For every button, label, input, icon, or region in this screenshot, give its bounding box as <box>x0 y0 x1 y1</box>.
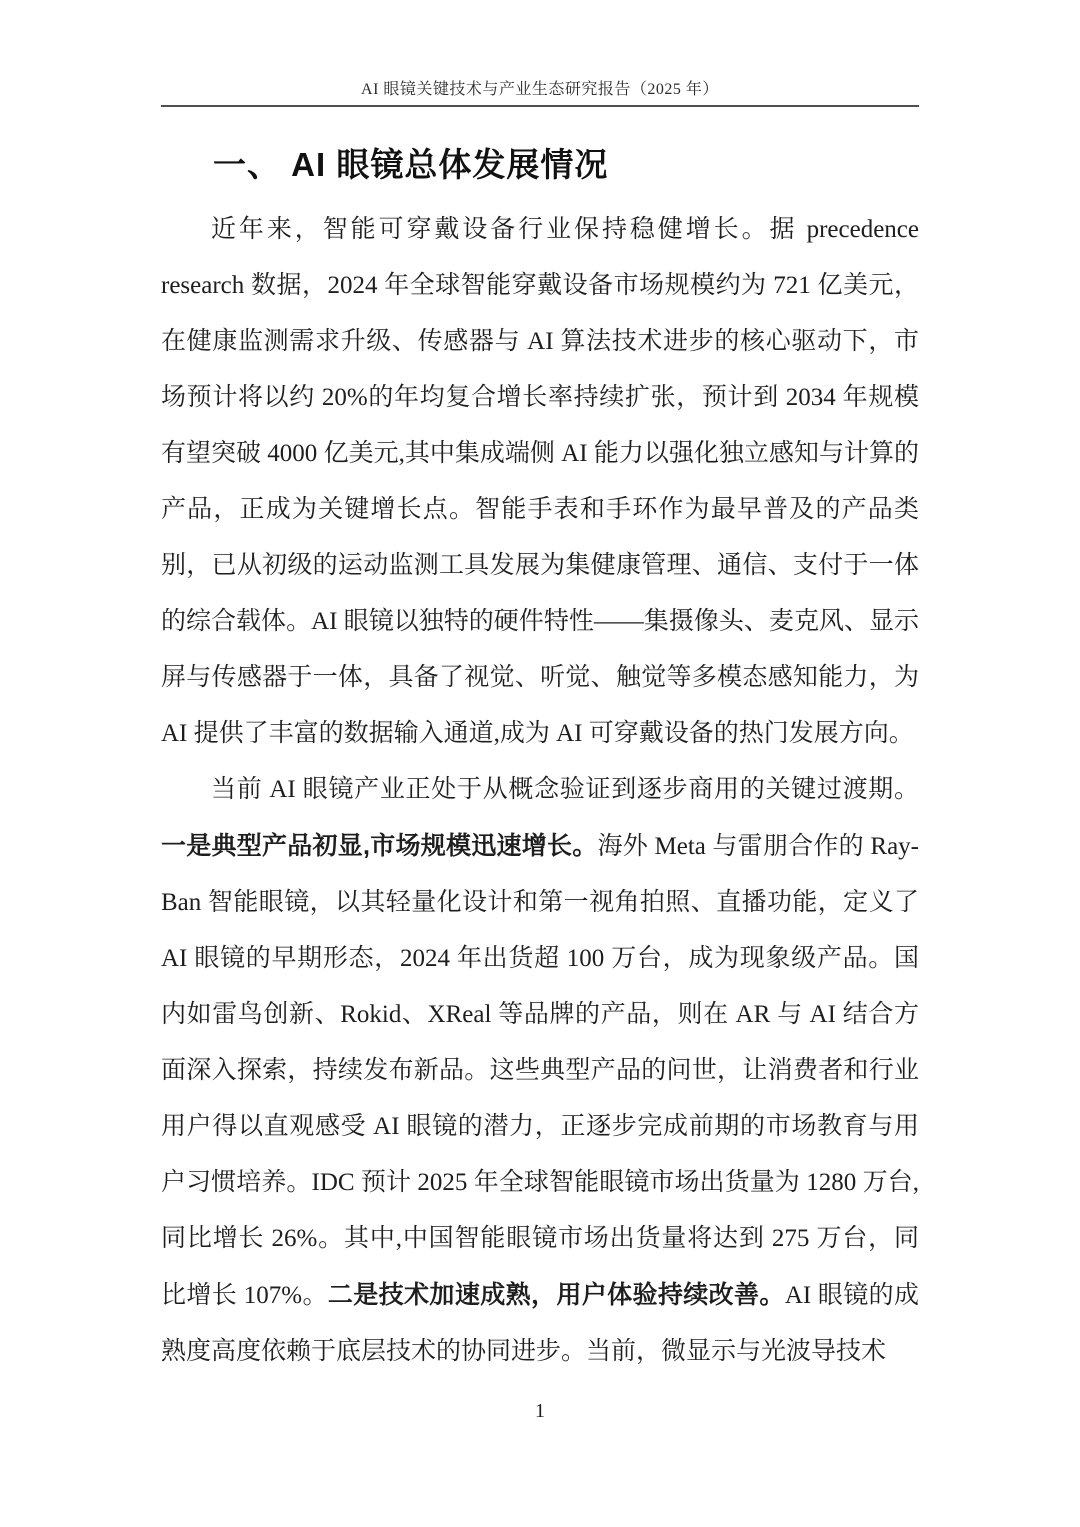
page-header <box>161 0 919 107</box>
text-run: 近年来，智能可穿戴设备行业保持稳健增长。据 precedence research 数据，2024 年全球智能穿戴设备市场规模约为 721 亿美元，在健康监测需求升级、传感器与 AI 算法技术进步的核心驱动下，市场预计将以约 20%的年均复合增长率持续扩张，预计到 2034 年规模有望突破 4000 亿美元,其中集成端侧 AI 能力以强化独立感知与计算的产品，正成为关键增长点。智能手表和手环作为最早普及的产品类别，已从初级的运动监测工具发展为集健康管理、通信、支付于一体的综合载体。AI 眼镜以独特的硬件特性——集摄像头、麦克风、显示屏与传感器于一体，具备了视觉、听觉、触觉等多模态感知能力，为 AI 提供了丰富的数据输入通道,成为 AI 可穿戴设备的热门发展方向。 <box>161 216 919 747</box>
text-run: AI 眼镜的成熟度高度依赖于底层技术的协同进步。当前，微显示与光波导技术 <box>161 1282 919 1365</box>
section-heading: 一、 AI 眼镜总体发展情况 <box>213 146 609 183</box>
text-run: 海外 Meta 与雷朋合作的 Ray-Ban 智能眼镜，以其轻量化设计和第一视角拍照、直播功能，定义了 AI 眼镜的早期形态，2024 年出货超 100 万台，成为现象级产品。国内如雷鸟创新、Rokid、XReal 等品牌的产品，则在 AR 与 AI 结合方面深入探索，持续发布新品。这些典型产品的问世，让消费者和行业用户得以直观感受 AI 眼镜的潜力，正逐步完成前期的市场教育与用户习惯培养。IDC 预计 2025 年全球智能眼镜市场出货量为 1280 万台,同比增长 26%。其中,中国智能眼镜市场出货量将达到 275 万台，同比增长 107%。 <box>161 833 919 1309</box>
paragraph <box>161 202 919 762</box>
text-run: 当前 AI 眼镜产业正处于从概念验证到逐步商用的关键过渡期。 <box>211 776 919 803</box>
page-number: 1 <box>535 1400 545 1422</box>
running-head-title: AI 眼镜关键技术与产业生态研究报告（2025 年） <box>361 81 719 98</box>
emphasis-run: 二是技术加速成熟，用户体验持续改善。 <box>327 1281 785 1309</box>
document-body <box>161 202 919 1380</box>
page-footer <box>161 1400 919 1423</box>
emphasis-run: 一是典型产品初显,市场规模迅速增长。 <box>161 832 598 860</box>
paragraph <box>161 762 919 1380</box>
